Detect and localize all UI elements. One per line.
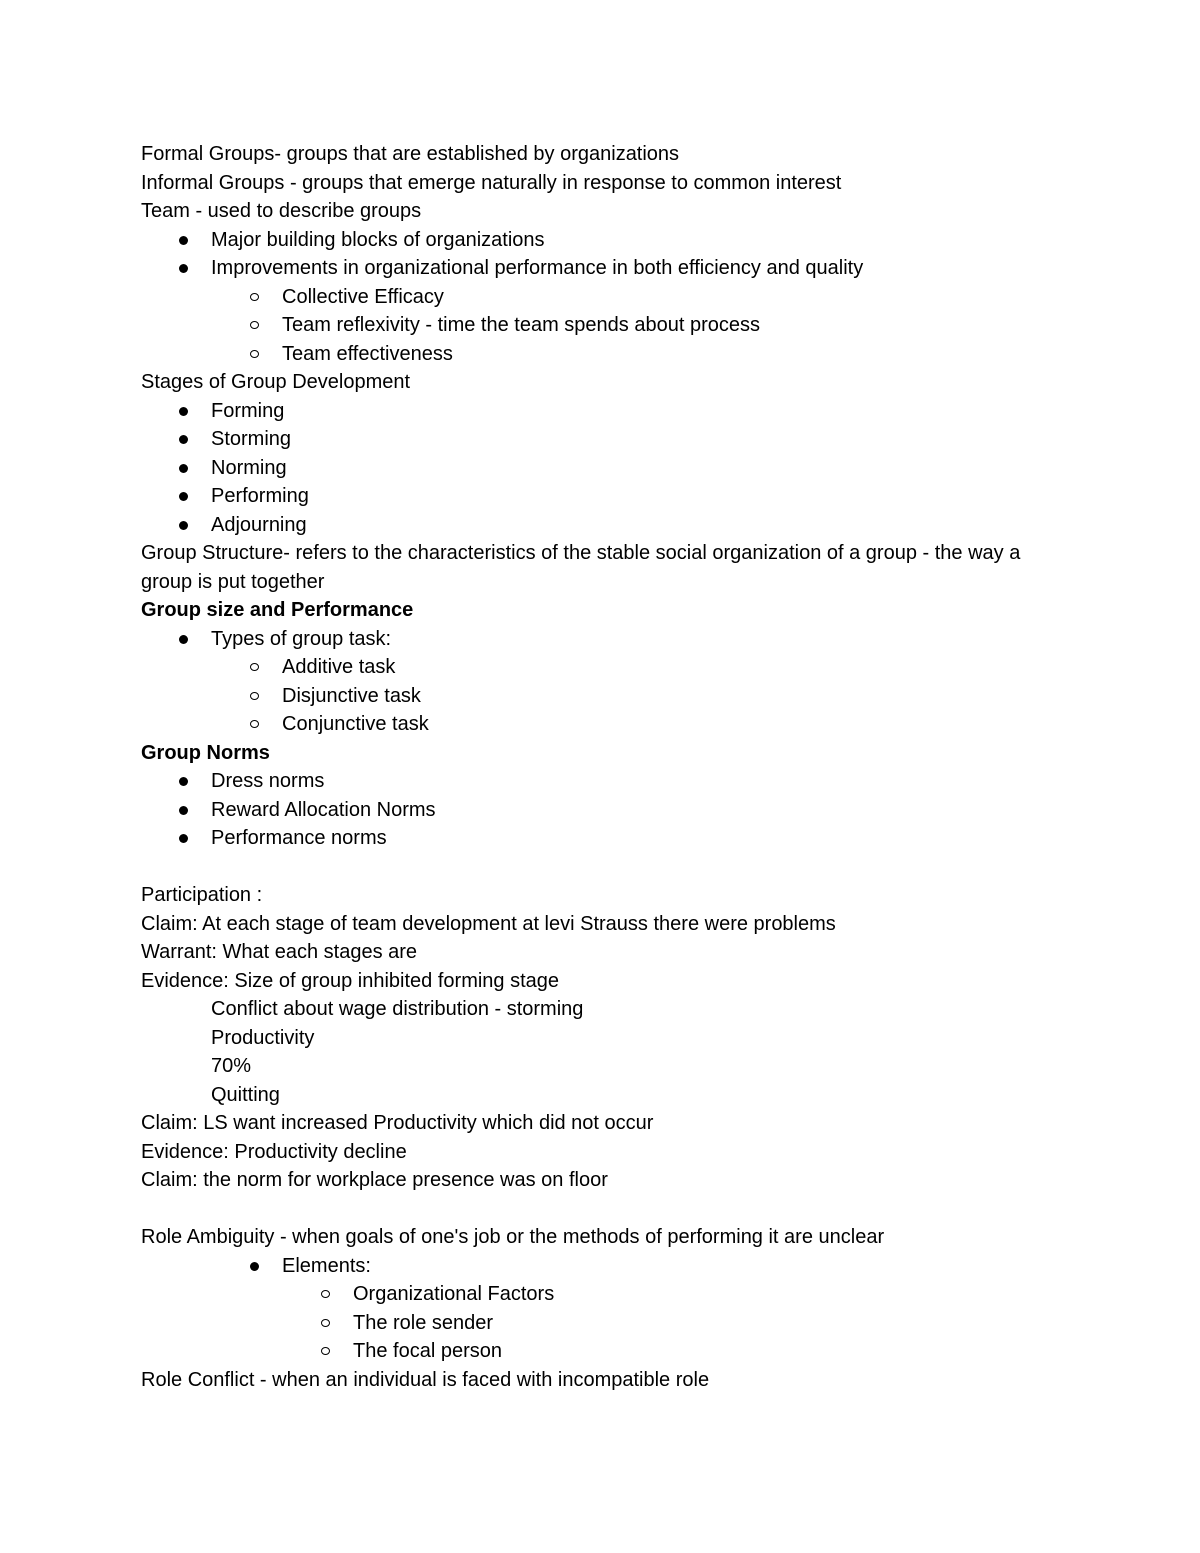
list-item — [141, 824, 1101, 853]
sub-list-item-text: The role sender — [353, 1311, 494, 1334]
sub-list-item — [141, 283, 1101, 312]
sub-list-item — [141, 340, 1101, 369]
role-ambiguity-text: Role Ambiguity - when goals of one's job or the methods of performing it are unclear — [141, 1226, 885, 1248]
bullet-dot-icon — [179, 264, 188, 273]
stages-heading: Stages of Group Development — [141, 371, 411, 393]
sub-list-item-text: Disjunctive task — [282, 684, 421, 707]
list-item — [141, 254, 1101, 283]
sub-list-item-text: Team reflexivity - time the team spends about process — [282, 314, 760, 336]
sub-list-item-text: Additive task — [282, 656, 396, 678]
bullet-dot-icon — [179, 806, 188, 815]
sub-list-item — [141, 311, 1101, 340]
bullet-circle-icon — [250, 663, 259, 671]
role-conflict-text: Role Conflict - when an individual is faced with incompatible role — [141, 1368, 710, 1391]
bullet-circle-icon — [250, 321, 259, 329]
list-item-text: Performance norms — [211, 827, 387, 849]
evidence-item: Quitting — [211, 1083, 280, 1106]
sub-list-item-text: Team effectiveness — [282, 342, 453, 365]
bullet-dot-icon — [179, 521, 188, 530]
list-item-text: Norming — [211, 456, 287, 479]
list-item-text: Major building blocks of organizations — [211, 228, 545, 251]
sub-list-item-text: The focal person — [353, 1340, 502, 1362]
bullet-circle-icon — [250, 720, 259, 728]
participation-text: Participation : — [141, 884, 263, 906]
list-item-text: Reward Allocation Norms — [211, 798, 436, 821]
sub-list-item — [141, 653, 1101, 682]
sub-list-item-text: Organizational Factors — [353, 1283, 555, 1305]
claim-text: Claim: the norm for workplace presence was on floor — [141, 1169, 608, 1191]
bullet-circle-icon — [250, 350, 259, 358]
bullet-dot-icon — [179, 834, 188, 843]
evidence-text: Evidence: Size of group inhibited forming stage — [141, 969, 560, 992]
list-item — [141, 625, 1101, 654]
bullet-dot-icon — [250, 1262, 259, 1271]
list-item-text: Performing — [211, 485, 309, 507]
team-text: Team - used to describe groups — [141, 200, 422, 222]
group-size-heading: Group size and Performance — [141, 599, 414, 621]
warrant-text: Warrant: What each stages are — [141, 941, 418, 963]
bullet-circle-icon — [321, 1319, 330, 1327]
sub-list-item-text: Collective Efficacy — [282, 285, 444, 308]
bullet-dot-icon — [179, 236, 188, 245]
list-item — [141, 767, 1101, 796]
bullet-dot-icon — [179, 435, 188, 444]
evidence-item: 70% — [211, 1055, 252, 1077]
sub-list-item — [141, 710, 1101, 739]
bullet-circle-icon — [321, 1347, 330, 1355]
list-item-text: Improvements in organizational performance in both efficiency and quality — [211, 257, 864, 279]
blank-line — [141, 1195, 1101, 1224]
list-item-text: Types of group task: — [211, 627, 392, 650]
bullet-dot-icon — [179, 464, 188, 473]
list-item — [141, 1252, 1101, 1281]
list-item — [141, 425, 1101, 454]
list-item-text: Adjourning — [211, 513, 307, 536]
bullet-dot-icon — [179, 407, 188, 416]
bullet-circle-icon — [321, 1290, 330, 1298]
list-item-text: Forming — [211, 399, 285, 422]
sub-list-item — [141, 682, 1101, 711]
claim-text: Claim: At each stage of team development at levi Strauss there were problems — [141, 912, 836, 935]
list-item-text: Dress norms — [211, 770, 325, 792]
bullet-dot-icon — [179, 492, 188, 501]
evidence-item: Conflict about wage distribution - storming — [211, 998, 584, 1020]
group-structure-text: Group Structure- refers to the characteristics of the stable social organization of a group - the way a group is put together — [141, 542, 1021, 593]
formal-groups-text: Formal Groups- groups that are established by organizations — [141, 143, 680, 165]
bullet-dot-icon — [179, 635, 188, 644]
bullet-dot-icon — [179, 777, 188, 786]
bullet-circle-icon — [250, 293, 259, 301]
sub-list-item — [141, 1309, 1101, 1338]
claim-text: Claim: LS want increased Productivity which did not occur — [141, 1112, 654, 1134]
list-item — [141, 482, 1101, 511]
sub-list-item — [141, 1337, 1101, 1366]
evidence-item: Productivity — [211, 1026, 315, 1049]
list-item-text: Storming — [211, 428, 292, 450]
group-norms-heading: Group Norms — [141, 741, 270, 764]
informal-groups-text: Informal Groups - groups that emerge naturally in response to common interest — [141, 171, 842, 194]
sub-list-item — [141, 1280, 1101, 1309]
list-item — [141, 226, 1101, 255]
evidence-text: Evidence: Productivity decline — [141, 1140, 407, 1163]
sub-list-item-text: Conjunctive task — [282, 713, 429, 735]
bullet-circle-icon — [250, 692, 259, 700]
list-item — [141, 397, 1101, 426]
blank-line — [141, 853, 1101, 882]
notes-body — [141, 140, 1101, 1394]
list-item — [141, 796, 1101, 825]
list-item-text: Elements: — [282, 1254, 371, 1277]
list-item — [141, 454, 1101, 483]
list-item — [141, 511, 1101, 540]
